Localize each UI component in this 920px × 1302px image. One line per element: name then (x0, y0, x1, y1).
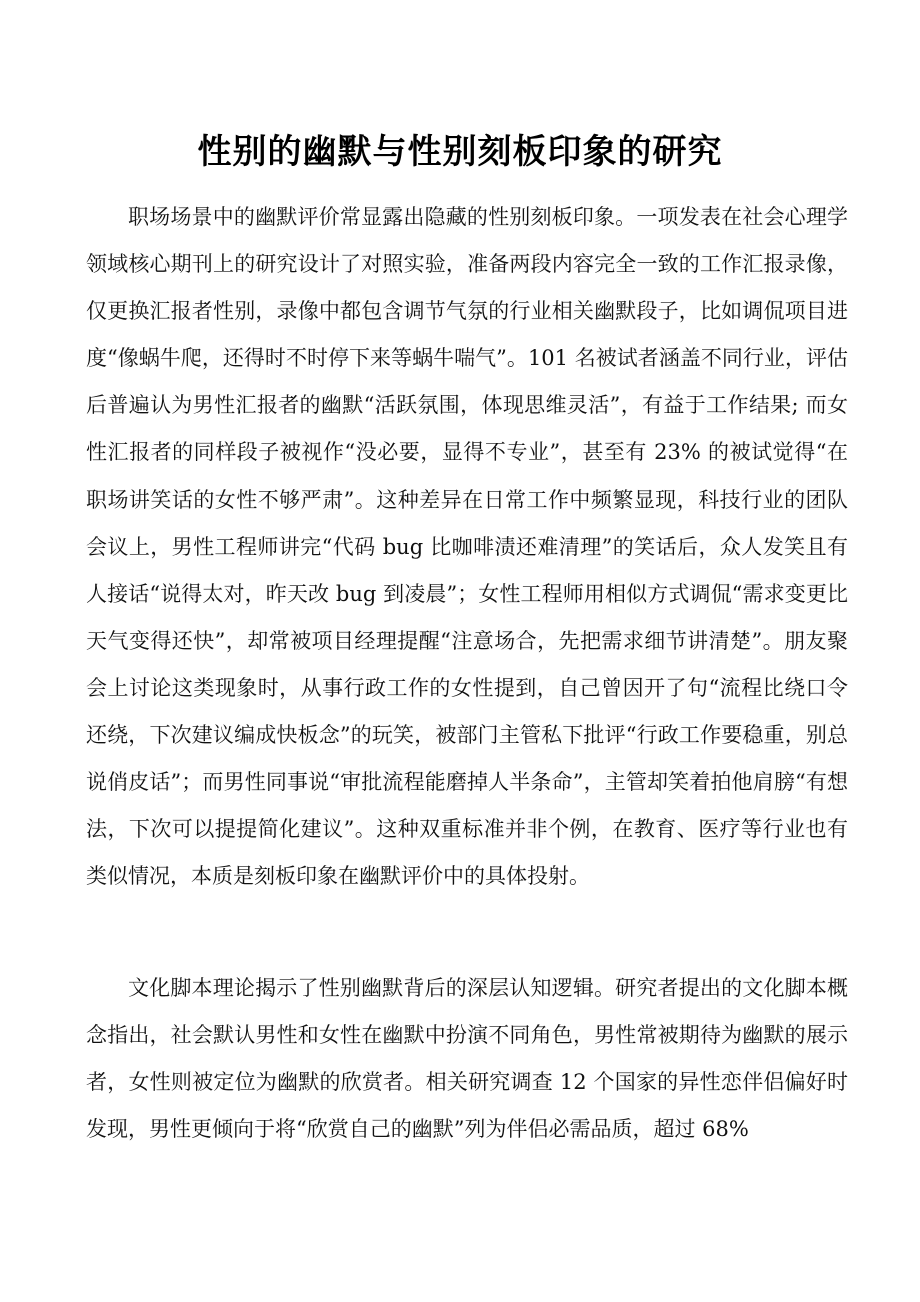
paragraph-workplace-humor: 职场场景中的幽默评价常显露出隐藏的性别刻板印象。一项发表在社会心理学领域核心期刊上的研究设计了对照实验，准备两段内容完全一致的工作汇报录像，仅更换汇报者性别，录像中都包含调节气氛的行业相关幽默段子，比如调侃项目进度“像蜗牛爬，还得时不时停下来等蜗牛喘气”。101 名被试者涵盖不同行业，评估后普遍认为男性汇报者的幽默“活跃氛围，体现思维灵活”，有益于工作结果; 而女性汇报者的同样段子被视作“没必要，显得不专业”，甚至有 23% 的被试觉得“在职场讲笑话的女性不够严肃”。这种差异在日常工作中频繁显现，科技行业的团队会议上，男性工程师讲完“代码 bug 比咖啡渍还难清理”的笑话后，众人发笑且有人接话“说得太对，昨天改 bug 到凌晨”；女性工程师用相似方式调侃“需求变更比天气变得还快”，却常被项目经理提醒“注意场合，先把需求细节讲清楚”。朋友聚会上讨论这类现象时，从事行政工作的女性提到，自己曾因开了句“流程比绕口令还绕，下次建议编成快板念”的玩笑，被部门主管私下批评“行政工作要稳重，别总说俏皮话”；而男性同事说“审批流程能磨掉人半条命”，主管却笑着拍他肩膀“有想法，下次可以提提简化建议”。这种双重标准并非个例，在教育、医疗等行业也有类似情况，本质是刻板印象在幽默评价中的具体投射。 (86, 205, 848, 889)
paragraph-cultural-script: 文化脚本理论揭示了性别幽默背后的深层认知逻辑。研究者提出的文化脚本概念指出，社会默认男性和女性在幽默中扮演不同角色，男性常被期待为幽默的展示者，女性则被定位为幽默的欣赏者。相关研究调查 12 个国家的异性恋伴侣偏好时发现，男性更倾向于将“欣赏自己的幽默”列为伴侣必需品质，超过 68% (86, 976, 848, 1142)
document-title: 性别的幽默与性别刻板印象的研究 (197, 132, 723, 172)
